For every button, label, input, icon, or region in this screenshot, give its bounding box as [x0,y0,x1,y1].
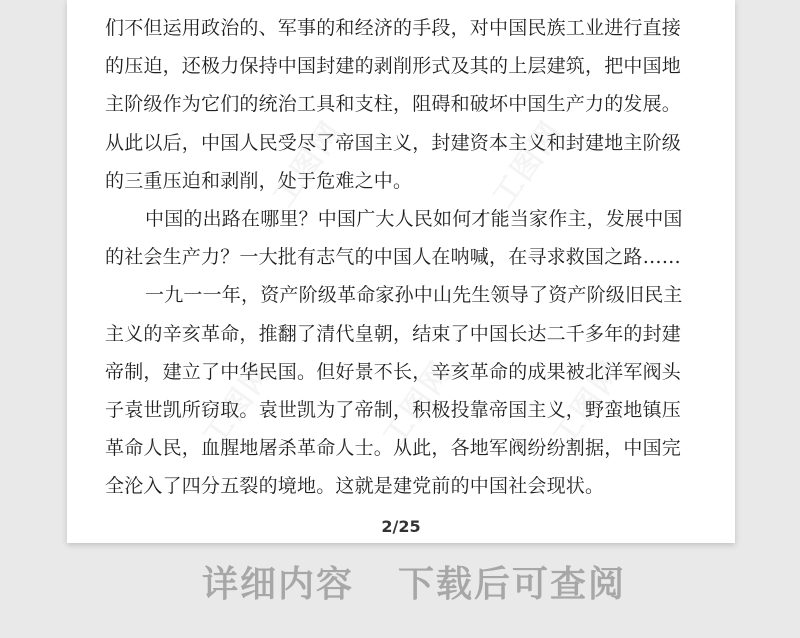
page-number: 2/25 [381,517,421,536]
document-page [67,0,735,543]
watermark: 工图网 [486,114,570,214]
text-line: 子袁世凯所窃取。袁世凯为了帝制，积极投靠帝国主义，野蛮地镇压 [105,398,682,421]
document-body [105,9,697,505]
text-line: 帝制，建立了中华民国。但好景不长，辛亥革命的成果被北洋军阀头 [105,360,682,383]
text-line: 们不但运用政治的、军事的和经济的手段，对中国民族工业进行直接 [105,17,682,39]
text-line: 主义的辛亥革命，推翻了清代皇朝，结束了中国长达二千多年的封建 [105,322,682,345]
text-line: 的三重压迫和剥削，处于危难之中。 [105,169,413,192]
watermark: 工图网 [266,114,350,214]
text-line: 主阶级作为它们的统治工具和支柱，阻碍和破坏中国生产力的发展。 [105,93,682,116]
text-line: 全沦入了四分五裂的境地。这就是建党前的中国社会现状。 [105,475,605,498]
paragraph-start-line: 一九一一年，资产阶级革命家孙中山先生领导了资产阶级旧民主 [145,284,683,307]
paragraph-start-line: 中国的出路在哪里？中国广大人民如何才能当家作主，发展中国 [145,207,683,230]
text-line: 的压迫，还极力保持中国封建的剥削形式及其的上层建筑，把中国地 [105,55,682,78]
watermark: 工图网 [546,354,630,454]
watermark: 工图网 [376,354,460,454]
text-line: 革命人民，血腥地屠杀革命人士。从此，各地军阀纷纷割据，中国完 [105,437,682,460]
detail-content-button[interactable]: 详细内容 [202,564,355,605]
footer-bar [0,560,800,610]
text-line: 从此以后，中国人民受尽了帝国主义，封建资本主义和封建地主阶级 [105,131,682,154]
text-line: 的社会生产力？一大批有志气的中国人在呐喊，在寻求救国之路…… [105,246,682,269]
download-to-view-button[interactable]: 下载后可查阅 [398,564,627,605]
watermark: 工图网 [196,354,280,454]
